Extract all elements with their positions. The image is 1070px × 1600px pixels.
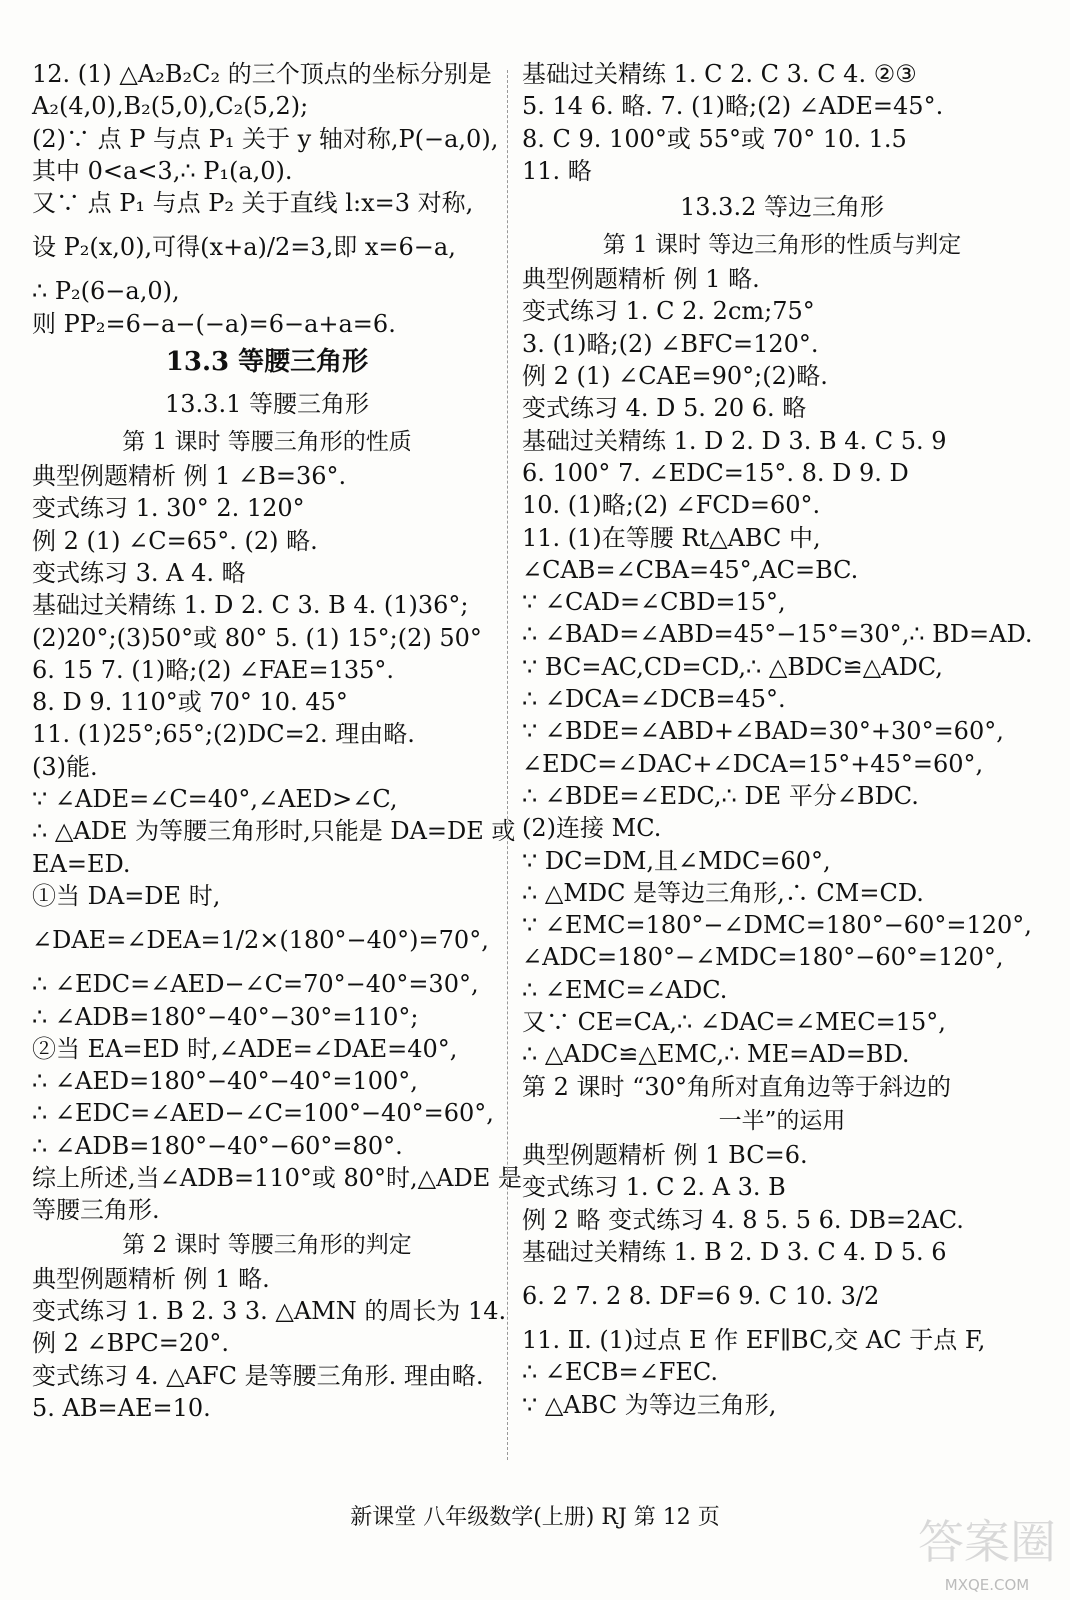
text-line: 6. 100° 7. ∠EDC=15°. 8. D 9. D	[522, 458, 909, 487]
text-line: 变式练习 1. B 2. 3 3. △AMN 的周长为 14.	[32, 1296, 507, 1325]
text-line: 综上所述,当∠ADB=110°或 80°时,△ADE 是	[32, 1164, 522, 1193]
text-line: 11. (1)在等腰 Rt△ABC 中,	[522, 523, 821, 552]
text-line: 变式练习 4. △AFC 是等腰三角形. 理由略.	[32, 1361, 484, 1390]
text-line: 3. (1)略;(2) ∠BFC=120°.	[522, 329, 819, 358]
text-line: ∴ ∠EDC=∠AED−∠C=100°−40°=60°,	[32, 1099, 494, 1128]
text-line: 典型例题精析 例 1 略.	[522, 265, 760, 294]
text-line: ∴ P₂(6−a,0),	[32, 277, 180, 306]
section-heading: 第 1 课时 等边三角形的性质与判定	[602, 232, 962, 259]
text-line: ∵ △ABC 为等边三角形,	[522, 1390, 777, 1419]
text-line: 基础过关精练 1. B 2. D 3. C 4. D 5. 6	[522, 1237, 947, 1266]
text-line: 变式练习 1. C 2. 2cm;75°	[522, 297, 815, 326]
section-heading: 第 1 课时 等腰三角形的性质	[122, 429, 412, 456]
text-line: 12. (1) △A₂B₂C₂ 的三个顶点的坐标分别是	[32, 60, 492, 88]
watermark-logo	[912, 1506, 1062, 1594]
right-column	[522, 58, 1042, 1421]
text-line: 典型例题精析 例 1 BC=6.	[522, 1140, 808, 1169]
text-line: 8. C 9. 100°或 55°或 70° 10. 1.5	[522, 124, 907, 153]
text-line: ∠ADC=180°−∠MDC=180°−60°=120°,	[522, 943, 1004, 972]
text-line: 6. 2 7. 2 8. DF=6 9. C 10. 3/2	[522, 1282, 880, 1311]
text-line: 等腰三角形.	[32, 1196, 160, 1225]
text-line: ∴ △ADC≌△EMC,∴ ME=AD=BD.	[522, 1040, 910, 1069]
section-heading: 13.3.1 等腰三角形	[165, 390, 369, 419]
text-line: EA=ED.	[32, 849, 131, 878]
text-line: 基础过关精练 1. D 2. C 3. B 4. (1)36°;	[32, 591, 469, 620]
left-column	[32, 58, 522, 1424]
text-line: 10. (1)略;(2) ∠FCD=60°.	[522, 491, 821, 520]
text-line: ∴ ∠EMC=∠ADC.	[522, 975, 728, 1004]
text-line: 变式练习 1. C 2. A 3. B	[522, 1173, 786, 1202]
page-footer: 新课堂 八年级数学(上册) RJ 第 12 页	[350, 1505, 720, 1530]
text-line: 又∵ CE=CA,∴ ∠DAC=∠MEC=15°,	[522, 1008, 946, 1037]
watermark-main: 答案圈	[918, 1515, 1056, 1569]
text-line: 变式练习 1. 30° 2. 120°	[32, 494, 305, 523]
text-line: ∴ ∠ADB=180°−40°−60°=80°.	[32, 1131, 403, 1160]
section-heading: 13.3 等腰三角形	[165, 347, 369, 378]
text-line: ∴ ∠ECB=∠FEC.	[522, 1358, 719, 1387]
text-line: ∴ ∠BAD=∠ABD=45°−15°=30°,∴ BD=AD.	[522, 620, 1033, 649]
text-line: (3)能.	[32, 752, 98, 781]
section-heading: 13.3.2 等边三角形	[680, 193, 884, 222]
text-line: 11. Ⅱ. (1)过点 E 作 EF∥BC,交 AC 于点 F,	[522, 1326, 986, 1355]
section-heading: 第 2 课时 等腰三角形的判定	[122, 1231, 412, 1258]
column-divider	[507, 70, 508, 1460]
text-line: 典型例题精析 例 1 ∠B=36°.	[32, 462, 347, 491]
text-line: ∵ ∠BDE=∠ABD+∠BAD=30°+30°=60°,	[522, 717, 1004, 746]
text-line: 8. D 9. 110°或 70° 10. 45°	[32, 688, 348, 717]
text-line: ①当 DA=DE 时,	[32, 881, 221, 910]
text-line: ∴ ∠EDC=∠AED−∠C=70°−40°=30°,	[32, 970, 479, 999]
text-line: ∠CAB=∠CBA=45°,AC=BC.	[522, 555, 859, 584]
text-line: 其中 0<a<3,∴ P₁(a,0).	[32, 156, 293, 185]
text-line: 5. AB=AE=10.	[32, 1393, 211, 1422]
text-line: ∠EDC=∠DAC+∠DCA=15°+45°=60°,	[522, 749, 984, 778]
text-line: ∵ DC=DM,且∠MDC=60°,	[522, 846, 831, 875]
text-line: 典型例题精析 例 1 略.	[32, 1264, 270, 1293]
text-line: 基础过关精练 1. D 2. D 3. B 4. C 5. 9	[522, 426, 947, 455]
text-line: A₂(4,0),B₂(5,0),C₂(5,2);	[32, 92, 309, 121]
text-line: ∵ ∠EMC=180°−∠DMC=180°−60°=120°,	[522, 911, 1032, 940]
text-line: 11. (1)25°;65°;(2)DC=2. 理由略.	[32, 720, 415, 749]
text-line: ∴ △ADE 为等腰三角形时,只能是 DA=DE 或	[32, 817, 516, 846]
text-line: 第 2 课时 “30°角所对直角边等于斜边的	[522, 1072, 951, 1101]
text-line: 例 2 ∠BPC=20°.	[32, 1329, 230, 1358]
text-line: ∵ BC=AC,CD=CD,∴ △BDC≌△ADC,	[522, 652, 943, 681]
text-line: 例 2 (1) ∠C=65°. (2) 略.	[32, 526, 318, 555]
text-line: ∴ ∠DCA=∠DCB=45°.	[522, 685, 786, 714]
text-line: ∴ △MDC 是等边三角形,∴ CM=CD.	[522, 878, 924, 907]
text-line: ∴ ∠BDE=∠EDC,∴ DE 平分∠BDC.	[522, 781, 919, 810]
text-line: ∵ ∠CAD=∠CBD=15°,	[522, 588, 786, 617]
text-line: (2)连接 MC.	[522, 814, 662, 843]
text-line: 11. 略	[522, 156, 592, 185]
text-line: 基础过关精练 1. C 2. C 3. C 4. ②③	[522, 60, 917, 88]
text-line: 6. 15 7. (1)略;(2) ∠FAE=135°.	[32, 655, 395, 684]
text-line: 5. 14 6. 略. 7. (1)略;(2) ∠ADE=45°.	[522, 92, 944, 121]
text-line: 则 PP₂=6−a−(−a)=6−a+a=6.	[32, 309, 396, 338]
text-line: ②当 EA=ED 时,∠ADE=∠DAE=40°,	[32, 1034, 458, 1063]
watermark-sub: MXQE.COM	[944, 1576, 1030, 1594]
text-line: ∠DAE=∠DEA=1/2×(180°−40°)=70°,	[32, 926, 489, 955]
text-line: 又∵ 点 P₁ 与点 P₂ 关于直线 l:x=3 对称,	[32, 189, 474, 218]
text-line: 设 P₂(x,0),可得(x+a)/2=3,即 x=6−a,	[32, 233, 456, 262]
text-line: ∵ ∠ADE=∠C=40°,∠AED>∠C,	[32, 785, 398, 814]
text-line: (2)∵ 点 P 与点 P₁ 关于 y 轴对称,P(−a,0),	[32, 124, 499, 153]
text-line: 变式练习 4. D 5. 20 6. 略	[522, 394, 807, 423]
text-line: 例 2 略 变式练习 4. 8 5. 5 6. DB=2AC.	[522, 1205, 964, 1234]
text-line: 变式练习 3. A 4. 略	[32, 558, 246, 587]
section-heading: 一半”的运用	[718, 1107, 846, 1134]
text-line: 例 2 (1) ∠CAE=90°;(2)略.	[522, 362, 828, 391]
text-line: (2)20°;(3)50°或 80° 5. (1) 15°;(2) 50°	[32, 623, 482, 652]
text-line: ∴ ∠ADB=180°−40°−30°=110°;	[32, 1002, 419, 1031]
text-line: ∴ ∠AED=180°−40°−40°=100°,	[32, 1067, 418, 1096]
